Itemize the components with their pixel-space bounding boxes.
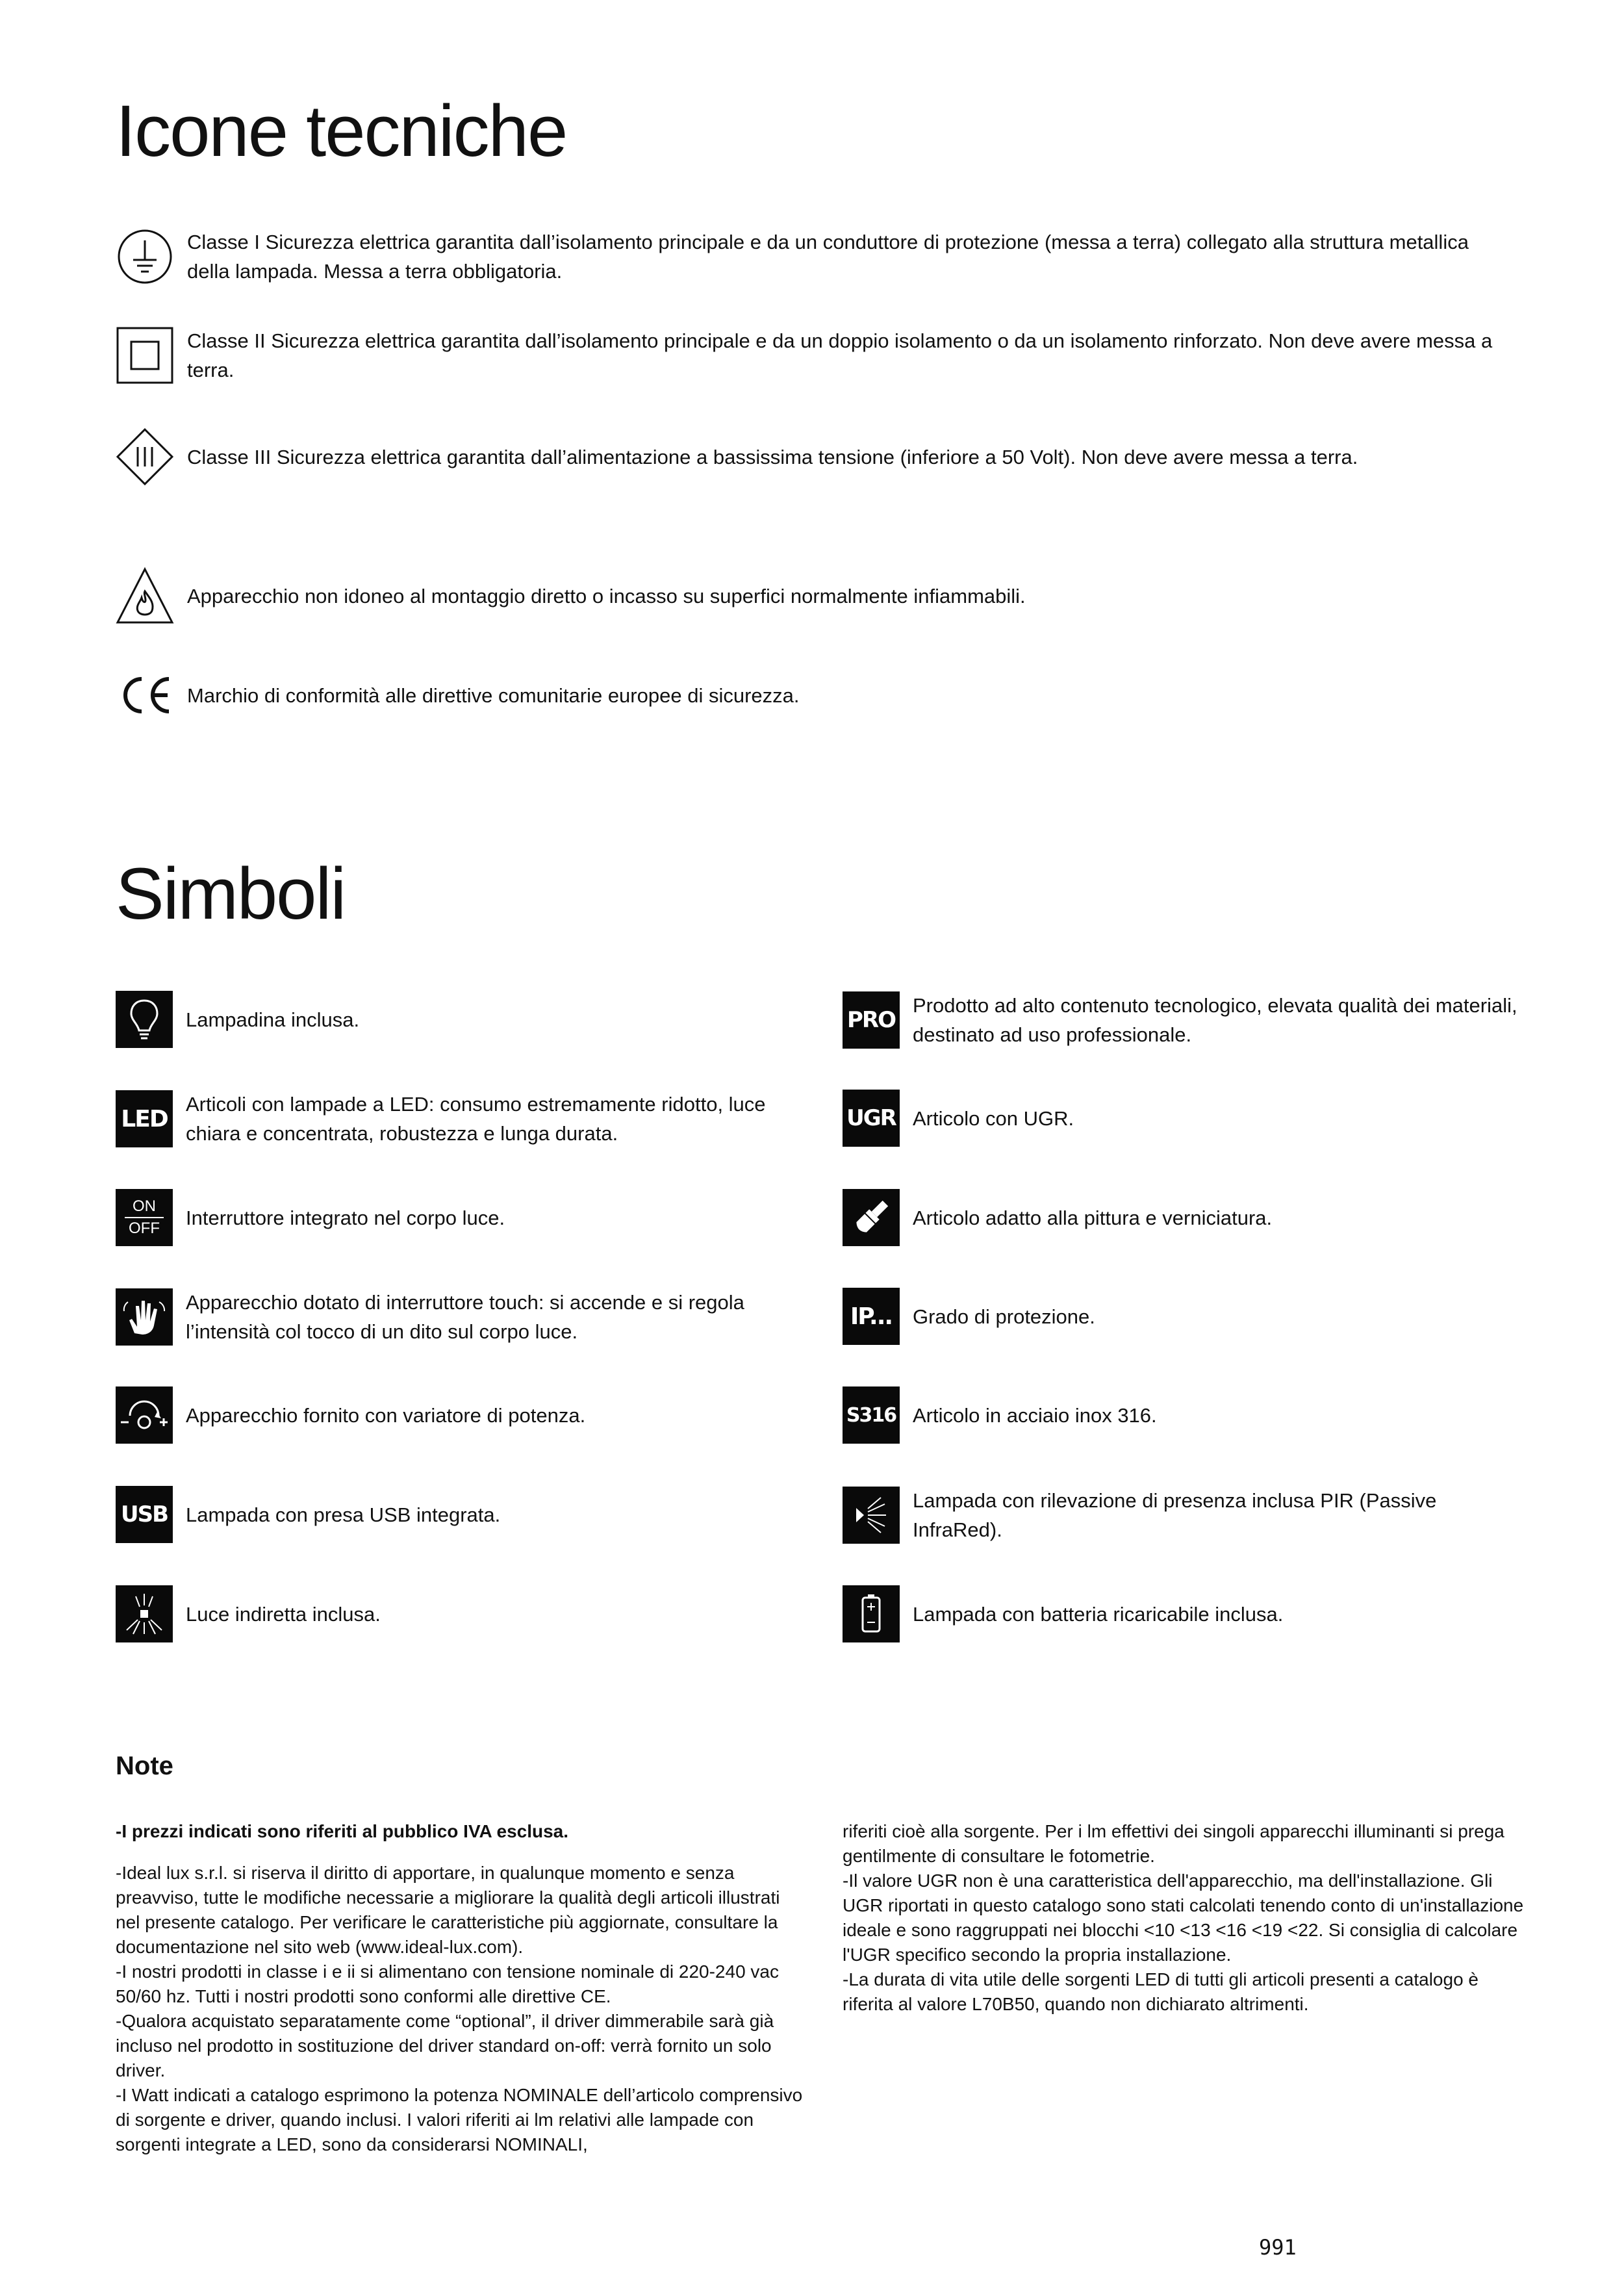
notes-paragraph: -Qualora acquistato separatamente come “optional”, il driver dimmerabile sarà già incluso nel prodotto in sostituzione del driver standard on-off: verrà fornito un solo driver. xyxy=(116,2011,774,2080)
notes-paragraph: -I nostri prodotti in classe i e ii si alimentano con tensione nominale di 220-240 vac 50/60 hz. Tutti i nostri prodotti sono conformi alle direttive CE. xyxy=(116,1961,780,2006)
off-label: OFF xyxy=(129,1220,160,1237)
class-i-earth-icon xyxy=(116,227,174,286)
class-ii-double-insulation-icon xyxy=(116,326,174,385)
symbol-text: Lampada con rilevazione di presenza inclusa PIR (Passive InfraRed). xyxy=(913,1489,1437,1541)
symbol-item-on-off xyxy=(116,1189,817,1246)
symbol-text: Articolo adatto alla pittura e verniciatura. xyxy=(913,1206,1273,1229)
s316-icon: S316 xyxy=(843,1386,900,1444)
symbol-item-paint xyxy=(843,1189,1525,1246)
symbol-text: Articolo in acciaio inox 316. xyxy=(913,1403,1157,1427)
symbol-text: Apparecchio fornito con variatore di potenza. xyxy=(186,1403,586,1427)
symbol-item-led xyxy=(116,1090,817,1148)
notes-paragraph: -Il valore UGR non è una caratteristica dell'apparecchio, ma dell'installazione. Gli UGR riportati in questo catalogo sono stati calcolati tenendo conto di un'installazione ideale e sono raggruppati nei blocchi <10 <13 <16 <19 <22. Si consiglia di calcolare l'UGR specifico secondo la propria installazione. xyxy=(843,1871,1524,1965)
tech-item-text: Classe I Sicurezza elettrica garantita dall’isolamento principale e da un conduttore di protezione (messa a terra) collegato alla struttura metallica della lampada. Messa a terra obbligatoria. xyxy=(187,231,1469,283)
notes-title: Note xyxy=(116,1752,173,1780)
tech-item-text: Classe II Sicurezza elettrica garantita dall’isolamento principale e da un doppio isolamento o da un isolamento rinforzato. Non deve avere messa a terra. xyxy=(187,329,1493,381)
bulb-icon xyxy=(116,991,173,1048)
touch-hand-icon xyxy=(116,1288,173,1346)
led-icon: LED xyxy=(116,1090,173,1147)
symbol-text: Articolo con UGR. xyxy=(913,1106,1074,1130)
tech-item-ce xyxy=(116,666,1512,724)
pir-sensor-icon xyxy=(843,1487,900,1544)
symbol-text: Articoli con lampade a LED: consumo estremamente ridotto, luce chiara e concentrata, robustezza e lunga durata. xyxy=(186,1093,766,1145)
tech-item-text: Marchio di conformità alle direttive comunitarie europee di sicurezza. xyxy=(187,683,800,707)
symbol-item-battery xyxy=(843,1585,1525,1642)
symbol-item-pro xyxy=(843,991,1525,1049)
tech-item-class-i xyxy=(116,227,1512,286)
tech-item-class-ii xyxy=(116,326,1512,385)
notes-paragraph: -I Watt indicati a catalogo esprimono la potenza NOMINALE dell’articolo comprensivo di sorgente e driver, quando inclusi. I valori riferiti ai lm relativi alle lampade con sorgenti integrate a LED, sono da considerarsi NOMINALI, xyxy=(116,2085,803,2154)
symbol-item-indirect-light xyxy=(116,1585,817,1642)
indirect-light-icon xyxy=(116,1585,173,1642)
page-number: 991 xyxy=(1259,2235,1297,2260)
symbol-text: Apparecchio dotato di interruttore touch: si accende e si regola l’intensità col tocco di un dito sul corpo luce. xyxy=(186,1291,744,1343)
symbol-text: Luce indiretta inclusa. xyxy=(186,1602,381,1626)
notes-bold-line: -I prezzi indicati sono riferiti al pubblico IVA esclusa. xyxy=(116,1821,569,1841)
symbol-item-bulb xyxy=(116,991,817,1048)
pro-icon: PRO xyxy=(843,991,900,1049)
notes-paragraph: riferiti cioè alla sorgente. Per i lm effettivi dei singoli apparecchi illuminanti si prega gentilmente di consultare le fotometrie. xyxy=(843,1821,1504,1866)
tech-item-class-iii xyxy=(116,428,1512,486)
symbol-text: Prodotto ad alto contenuto tecnologico, elevata qualità dei materiali, destinato ad uso professionale. xyxy=(913,994,1517,1046)
section-title-symbols: Simboli xyxy=(116,853,346,934)
on-off-switch-icon xyxy=(116,1189,173,1246)
symbol-item-ugr xyxy=(843,1090,1525,1147)
symbol-text: Lampada con batteria ricaricabile inclusa. xyxy=(913,1602,1284,1626)
tech-item-text: Apparecchio non idoneo al montaggio diretto o incasso su superfici normalmente infiammabili. xyxy=(187,584,1026,607)
paint-brush-icon xyxy=(843,1189,900,1246)
tech-item-flammable xyxy=(116,567,1512,625)
usb-icon: USB xyxy=(116,1486,173,1543)
notes-paragraph: -Ideal lux s.r.l. si riserva il diritto di apportare, in qualunque momento e senza preavviso, tutte le modifiche necessarie a migliorare la qualità degli articoli illustrati nel presente catalogo. Per verificare le caratteristiche più aggiornate, consultare la documentazione nel sito web (www.ideal-lux.com). xyxy=(116,1863,780,1957)
flame-warning-icon xyxy=(116,567,174,625)
symbol-text: Lampadina inclusa. xyxy=(186,1008,360,1031)
symbol-item-s316 xyxy=(843,1386,1525,1444)
notes-right-column xyxy=(843,1819,1531,2017)
dimmer-icon xyxy=(116,1386,173,1444)
notes-left-column xyxy=(116,1819,804,2157)
symbol-item-touch xyxy=(116,1288,817,1346)
tech-item-text: Classe III Sicurezza elettrica garantita dall’alimentazione a bassissima tensione (inferiore a 50 Volt). Non deve avere messa a terra. xyxy=(187,445,1358,468)
notes-paragraph: -La durata di vita utile delle sorgenti LED di tutti gli articoli presenti a catalogo è riferita al valore L70B50, quando non dichiarato altrimenti. xyxy=(843,1969,1478,2014)
ugr-icon: UGR xyxy=(843,1090,900,1147)
symbol-text: Interruttore integrato nel corpo luce. xyxy=(186,1206,505,1229)
symbol-item-pir xyxy=(843,1486,1525,1544)
symbol-item-usb xyxy=(116,1486,817,1543)
symbol-text: Grado di protezione. xyxy=(913,1305,1095,1328)
symbol-text: Lampada con presa USB integrata. xyxy=(186,1503,501,1526)
ce-mark-icon xyxy=(116,666,174,724)
ip-rating-icon: IP... xyxy=(843,1288,900,1345)
battery-icon xyxy=(843,1585,900,1642)
class-iii-diamond-icon xyxy=(116,428,174,486)
on-label: ON xyxy=(133,1197,156,1215)
section-title-tech-icons: Icone tecniche xyxy=(116,90,567,172)
symbol-item-ip xyxy=(843,1288,1525,1345)
symbol-item-dimmer xyxy=(116,1386,817,1444)
